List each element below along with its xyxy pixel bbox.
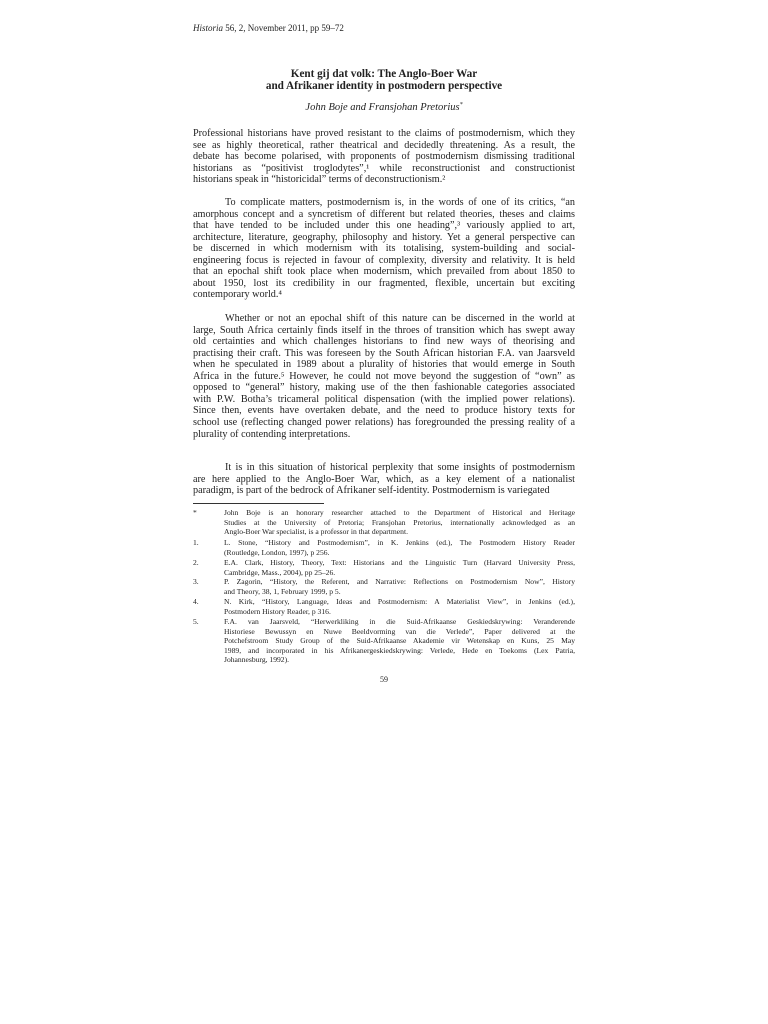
journal-name: Historia (193, 23, 224, 33)
footnote-mark: 2. (193, 558, 199, 567)
body-line: school use (reflecting changed power relations) has foregrounded the pressing reality of a (193, 416, 575, 428)
body-line: It is in this situation of historical perplexity that some insights of postmodernism (225, 462, 575, 473)
body-line: old certainties and which challenges historians to find new ways of theorising and (193, 336, 575, 348)
footnote-line: Studies at the University of Pretoria; Fransjohan Pretorius, internationally acknowledged as an (224, 517, 575, 527)
footnote-line: (Routledge, London, 1997), p 256. (224, 547, 330, 557)
footnote-line: 1989, and incorporated in his Afrikanergeskiedskrywing: Verlede, Hede en Toekoms (Lex Patria, (224, 645, 575, 655)
footnote-line: John Boje is an honorary researcher attached to the Department of Historical and Heritage (224, 508, 575, 517)
footnote-mark: 1. (193, 538, 199, 547)
body-line: about 1950, lost its credibility in our fragmented, flexible, uncertain but exciting (193, 277, 575, 289)
body-line: debate has become polarised, with proponents of postmodernism dismissing traditional (193, 151, 575, 163)
footnote-line: N. Kirk, “History, Language, Ideas and Postmodernism: A Materialist View”, in Jenkins (ed.), (224, 597, 575, 606)
body-line: with P.W. Botha’s tricameral political dispensation (with the implied power relations). (193, 393, 575, 405)
footnote-line: F.A. van Jaarsveld, “Herwerkliking in die Suid-Afrikaanse Geskiedskrywing: Veranderende (224, 617, 575, 626)
footnote-line: Anglo-Boer War specialist, is a professor in that department. (224, 527, 408, 537)
page-number: 59 (380, 675, 388, 684)
citation: 56, 2, November 2011, pp 59–72 (223, 23, 344, 33)
body-line: Africa in the future.⁵ However, he could not move beyond the suggestion of “own” as (193, 370, 575, 382)
body-line: Whether or not an epochal shift of this nature can be discerned in the world at (225, 313, 575, 324)
body-line: engineering focus is rejected in favour of complexity, diversity and relativity. It is held (193, 254, 575, 266)
body-line: amorphous concept and a syncretism of different but related theories, theses and claims (193, 208, 575, 220)
body-line: plurality of contending interpretations. (193, 428, 351, 440)
footnote-line: L. Stone, “History and Postmodernism”, in K. Jenkins (ed.), The Postmodern History Reader (224, 538, 575, 547)
body-line: paradigm, is part of the bedrock of Afrikaner self-identity. Postmodernism is variegated (193, 485, 550, 497)
body-line: architecture, literature, geography, philosophy and history. Yet a general perspective can (193, 231, 575, 243)
body-line: see as highly theoretical, rather theatrical and decidedly threatening. As a result, the (193, 139, 575, 151)
authors (193, 102, 575, 113)
body-line: historians speak in “historicidal” terms of deconstructionism.² (193, 174, 446, 186)
footnote-separator (193, 503, 324, 504)
body-line: when he speculated in 1989 about a plurality of histories that would emerge in South (193, 359, 575, 371)
body-line: historians as “positivist troglodytes”,¹ while reconstructionist and constructionist (193, 162, 575, 174)
body-line: practising their craft. This was foreseen by the South African historian F.A. van Jaarsveld (193, 347, 575, 359)
body-line: opposed to “general” history, making use of the then fashionable categories associated (193, 382, 575, 394)
footnote-mark: 5. (193, 617, 199, 626)
footnote-line: and Theory, 38, 1, February 1999, p 5. (224, 586, 341, 596)
author-names: John Boje and Fransjohan Pretorius (305, 102, 460, 113)
article-title-line-2: and Afrikaner identity in postmodern perspective (265, 80, 503, 92)
body-line: that have tended to be included under this one heading”,³ variously applied to art, (193, 220, 575, 232)
footnote-mark: 3. (193, 577, 199, 586)
footnote-line: E.A. Clark, History, Theory, Text: Historians and the Linguistic Turn (Harvard University Press, (224, 558, 575, 567)
footnote-line: Historiese Bewussyn en Nuwe Beeldvorming van die Verlede”, Paper delivered at the (224, 626, 575, 636)
footnote-line: Johannesburg, 1992). (224, 655, 290, 665)
body-line: are here applied to the Anglo-Boer War, which, as a key element of a nationalist (193, 473, 575, 485)
footnote-line: Postmodern History Reader, p 316. (224, 606, 331, 616)
footnote-line: Potchefstroom Study Group of the Suid-Afrikaanse Akademie vir Wetenskap en Kuns, 25 May (224, 636, 575, 646)
running-header (193, 23, 575, 34)
footnote-line: P. Zagorin, “History, the Referent, and Narrative: Reflections on Postmodernism Now”, History (224, 577, 575, 586)
footnote-line: Cambridge, Mass., 2004), pp 25–26. (224, 567, 336, 577)
body-line: Since then, events have overtaken debate, and the need to produce history texts for (193, 405, 575, 417)
body-line: To complicate matters, postmodernism is, in the words of one of its critics, “an (225, 197, 575, 208)
body-line: Professional historians have proved resistant to the claims of postmodernism, which they (193, 128, 575, 139)
body-line: be discerned in which modernism with its totalising, system-building and social- (193, 243, 575, 255)
footnote-mark: * (193, 508, 197, 517)
body-line: that an epochal shift took place when modernism, which prevailed from about 1850 to (193, 266, 575, 278)
author-note-mark: * (459, 102, 463, 108)
footnote-mark: 4. (193, 597, 199, 606)
body-line: large, South Africa certainly finds itself in the throes of transition which has swept away (193, 324, 575, 336)
body-line: contemporary world.⁴ (193, 289, 282, 301)
article-title-line-1: Kent gij dat volk: The Anglo-Boer War (290, 68, 478, 80)
